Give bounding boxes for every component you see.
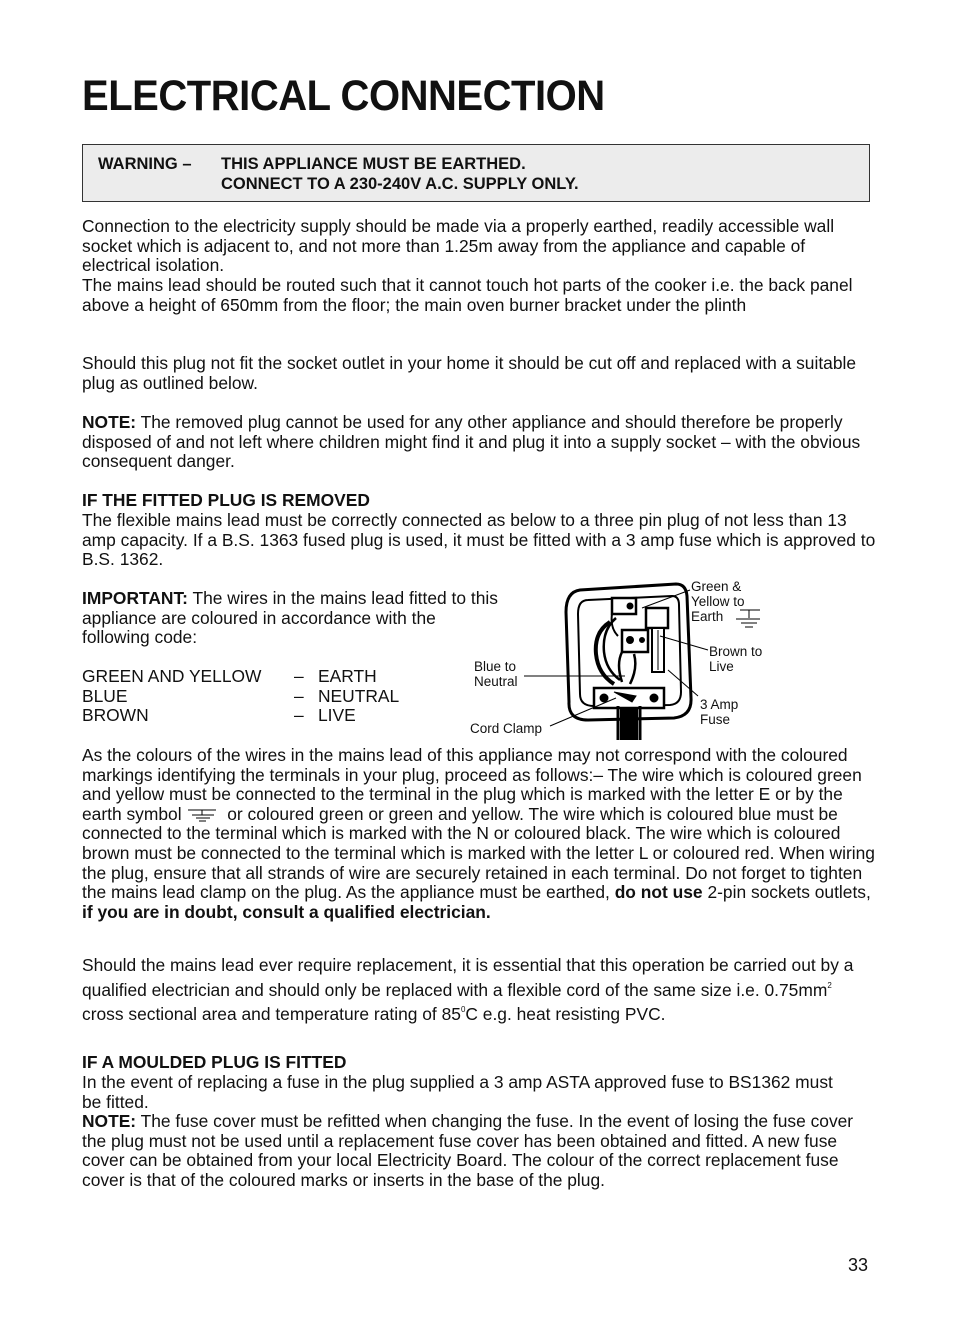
page-title: ELECTRICAL CONNECTION	[82, 72, 605, 120]
warning-prefix: WARNING –	[98, 155, 192, 173]
code-dash-live: –	[294, 705, 304, 725]
heading-plug-removed: IF THE FITTED PLUG IS REMOVED	[82, 490, 370, 510]
warning-line-1: THIS APPLIANCE MUST BE EARTHED.	[221, 155, 526, 173]
paragraph-connection: Connection to the electricity supply should be made via a properly earthed, readily accessible wall socket which is adjacent to, and not more than 1.25m away from the appliance and capable of electrical isolation.	[82, 216, 835, 276]
label-blue-line-2: Neutral	[474, 674, 518, 689]
code-colour-neutral: BLUE	[82, 686, 128, 706]
code-meaning-live: LIVE	[318, 705, 356, 725]
paragraph-lead-replacement	[82, 956, 877, 1025]
paragraph-plug-replace: Should this plug not fit the socket outlet in your home it should be cut off and replaced with a suitable plug as outlined below.	[82, 353, 857, 393]
code-colour-earth: GREEN AND YELLOW	[82, 666, 262, 686]
replace-text-c: C e.g. heat resisting PVC.	[465, 1004, 666, 1025]
label-brown-line-2: Live	[709, 659, 734, 674]
paragraph-plug-removed: The flexible mains lead must be correctly connected as below to a three pin plug of not less than 13 amp capacity. If a B.S. 1363 fused plug is used, it must be fitted with a 3 amp fuse which is approved to B.S. 1362.	[82, 510, 876, 570]
label-green-line-1: Green &	[691, 579, 742, 594]
paragraph-routing: The mains lead should be routed such that it cannot touch hot parts of the cooker i.e. the back panel above a height of 650mm from the floor; the main oven burner bracket under the plinth	[82, 275, 853, 315]
paragraph-moulded-plug: In the event of replacing a fuse in the plug supplied a 3 amp ASTA approved fuse to BS1362 must be fitted.	[82, 1072, 833, 1112]
label-blue-neutral	[474, 659, 518, 689]
label-green-line-2: Yellow to	[691, 594, 745, 609]
warning-line-2: CONNECT TO A 230-240V A.C. SUPPLY ONLY.	[221, 175, 579, 193]
paragraph-note-removed-plug	[82, 413, 877, 472]
page-number: 33	[848, 1255, 869, 1275]
code-dash-neutral: –	[294, 686, 304, 706]
code-dash-earth: –	[294, 666, 304, 686]
label-fuse	[700, 697, 738, 727]
code-colour-live: BROWN	[82, 705, 149, 725]
colours-text-b: or coloured green or green and yellow. The wire which is coloured blue must be connected to the terminal which is marked with the N or coloured black. The wire which is coloured brown must be connected to the terminal which is marked with the letter L or coloured red. When wiring the plug, ensure that all strands of wire are securely retained in each terminal. Do not forget to tighten the mains lead clamp on the plug. As the appliance must be earthed,	[82, 803, 875, 903]
replace-text-b: cross sectional area and temperature rating of 85	[82, 1004, 461, 1025]
paragraph-wire-colours	[82, 746, 877, 922]
note-label: NOTE:	[82, 412, 137, 432]
colours-text-a: As the colours of the wires in the mains lead of this appliance may not correspond with the coloured markings identifying the terminals in your plug, proceed as follows:– The wire which is coloured green and yellow must be connected to the terminal in the plug which is marked with the letter E or by the earth symbol	[82, 745, 862, 824]
fuse-note-label: NOTE:	[82, 1111, 137, 1131]
code-meaning-neutral: NEUTRAL	[318, 686, 400, 706]
fuse-note-text: The fuse cover must be refitted when changing the fuse. In the event of losing the fuse cover the plug must not be used until a replacement fuse cover has been obtained and fitted. A new fuse cover can be obtained from your local Electricity Board. The colour of the correct replacement fuse cover is that of the coloured marks or inserts in the base of the plug.	[82, 1111, 854, 1190]
colours-bold-consult: if you are in doubt, consult a qualified electrician.	[82, 901, 491, 922]
paragraph-fuse-cover-note	[82, 1112, 877, 1190]
replace-text-a: Should the mains lead ever require replacement, it is essential that this operation be carried out by a qualified electrician and should only be replaced with a flexible cord of the same size i.e. 0.75mm	[82, 955, 854, 1000]
label-brown-live	[709, 644, 762, 674]
warning-box	[82, 144, 870, 202]
note-text: The removed plug cannot be used for any other appliance and should therefore be properly disposed of and not left where children might find it and plug it into a supply socket – with the obvious consequent danger.	[82, 412, 861, 472]
colours-text-c: 2-pin sockets outlets,	[702, 882, 871, 903]
replace-sup-squared: 2	[827, 980, 832, 990]
label-blue-line-1: Blue to	[474, 659, 517, 674]
label-green-line-3: Earth	[691, 609, 724, 624]
important-label: IMPORTANT:	[82, 588, 188, 608]
code-meaning-earth: EARTH	[318, 666, 377, 686]
replace-sup-degree: 0	[460, 1005, 466, 1015]
earth-symbol-icon	[186, 808, 222, 822]
label-fuse-line-2: Fuse	[700, 712, 731, 727]
colours-bold-do-not-use: do not use	[614, 882, 703, 903]
important-text: The wires in the mains lead fitted to this appliance are coloured in accordance with the following code:	[82, 588, 498, 648]
heading-moulded-plug: IF A MOULDED PLUG IS FITTED	[82, 1052, 347, 1072]
paragraph-important	[82, 589, 507, 648]
label-brown-line-1: Brown to	[709, 644, 763, 659]
label-cord-clamp: Cord Clamp	[470, 721, 543, 736]
label-fuse-line-1: 3 Amp	[700, 697, 739, 712]
label-green-yellow-earth	[691, 579, 745, 624]
